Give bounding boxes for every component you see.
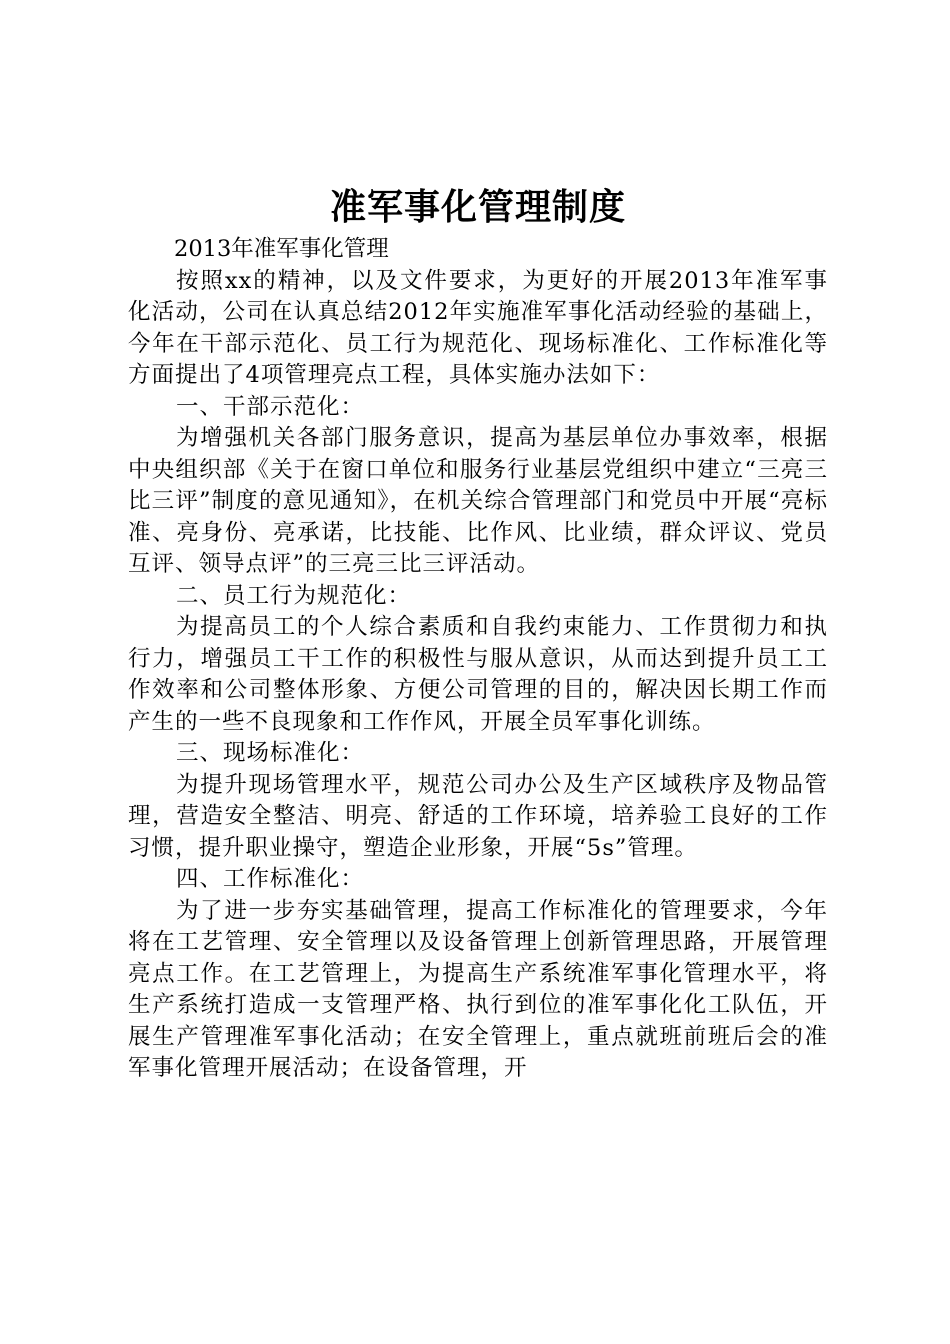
opening-paragraph: 按照xx的精神，以及文件要求，为更好的开展2013年准军事化活动，公司在认真总结2012年实施准军事化活动经验的基础上，今年在干部示范化、员工行为规范化、现场标准化、工作标准化等方面提出了4项管理亮点工程，具体实施办法如下： [128, 267, 828, 388]
section-heading-1: 一、干部示范化： [176, 393, 365, 420]
document-title: 准军事化管理制度 [329, 186, 626, 228]
section-heading-2: 二、员工行为规范化： [176, 582, 412, 609]
section-body-4: 为了进一步夯实基础管理，提高工作标准化的管理要求，今年将在工艺管理、安全管理以及设备管理上创新管理思路，开展管理亮点工作。在工艺管理上，为提高生产系统准军事化管理水平，将生产系统打造成一支管理严格、执行到位的准军事化化工队伍，开展生产管理准军事化活动；在安全管理上，重点就班前班后会的准军事化管理开展活动；在设备管理，开 [128, 897, 828, 1081]
section-heading-4: 四、工作标准化： [176, 866, 365, 892]
section-heading-3: 三、现场标准化： [176, 740, 365, 766]
document-page [128, 180, 828, 1085]
section-body-1: 为增强机关各部门服务意识，提高为基层单位办事效率，根据中央组织部《关于在窗口单位和服务行业基层党组织中建立“三亮三比三评”制度的意见通知》，在机关综合管理部门和党员中开展“亮标准、亮身份、亮承诺，比技能、比作风、比业绩，群众评议、党员互评、领导点评”的三亮三比三评活动。 [128, 425, 828, 577]
section-body-2: 为提高员工的个人综合素质和自我约束能力、工作贯彻力和执行力，增强员工干工作的积极性与服从意识，从而达到提升员工工作效率和公司整体形象、方便公司管理的目的，解决因长期工作而产生的一些不良现象和工作作风，开展全员军事化训练。 [128, 614, 828, 735]
intro-line: 2013年准军事化管理 [174, 236, 389, 262]
section-body-3: 为提升现场管理水平，规范公司办公及生产区域秩序及物品管理，营造安全整洁、明亮、舒适的工作环境，培养验工良好的工作习惯，提升职业操守，塑造企业形象，开展“5s”管理。 [128, 771, 828, 861]
